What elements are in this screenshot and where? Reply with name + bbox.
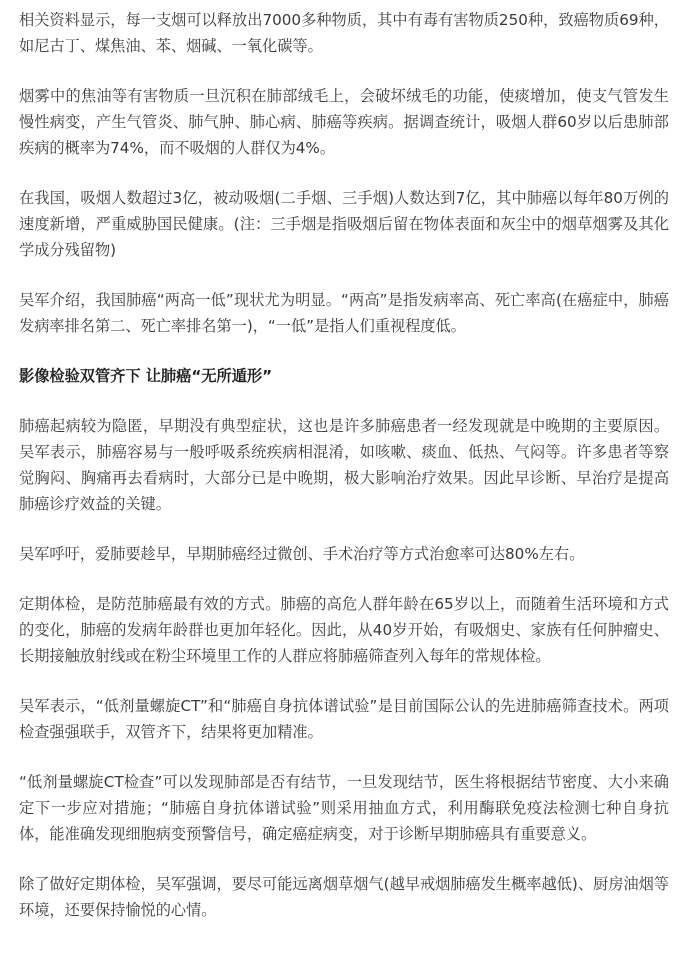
section-heading: 影像检验双管齐下 让肺癌“无所遁形” — [19, 367, 273, 385]
paragraph-two-high-one-low: 吴军介绍，我国肺癌“两高一低”现状尤为明显。“两高”是指发病率高、死亡率高(在癌症中，肺癌发病率排名第二、死亡率排名第一)，“一低”是指人们重视程度低。 — [19, 291, 669, 335]
paragraph-regular-checkup: 定期体检，是防范肺癌最有效的方式。肺癌的高危人群年龄在65岁以上，而随着生活环境和方式的变化，肺癌的发病年龄群也更加年轻化。因此，从40岁开始，有吸烟史、家族有任何肿瘤史、长期接触放射线或在粉尘环境里工作的人群应将肺癌筛查列入每年的常规体检。 — [19, 595, 669, 665]
paragraph-avoid-smoke: 除了做好定期体检，吴军强调，要尽可能远离烟草烟气(越早戒烟肺癌发生概率越低)、厨房油烟等环境，还要保持愉悦的心情。 — [19, 875, 669, 919]
article-body — [19, 0, 669, 947]
paragraph-substances: 相关资料显示，每一支烟可以释放出7000多种物质，其中有毒有害物质250种，致癌物质69种，如尼古丁、煤焦油、苯、烟碱、一氧化碳等。 — [19, 11, 669, 55]
paragraph-screening-tech: 吴军表示，“低剂量螺旋CT”和“肺癌自身抗体谱试验”是目前国际公认的先进肺癌筛查技术。两项检查强强联手，双管齐下，结果将更加精准。 — [19, 697, 669, 741]
paragraph-ct-and-antibody: “低剂量螺旋CT检查”可以发现肺部是否有结节，一旦发现结节，医生将根据结节密度、大小来确定下一步应对措施；“肺癌自身抗体谱试验”则采用抽血方式，利用酶联免疫法检测七种自身抗体，能准确发现细胞病变预警信号，确定癌症病变，对于诊断早期肺癌具有重要意义。 — [19, 773, 669, 843]
paragraph-hidden-onset: 肺癌起病较为隐匿，早期没有典型症状，这也是许多肺癌患者一经发现就是中晚期的主要原因。吴军表示，肺癌容易与一般呼吸系统疾病相混淆，如咳嗽、痰血、低热、气闷等。许多患者等察觉胸闷、胸痛再去看病时，大部分已是中晚期，极大影响治疗效果。因此早诊断、早治疗是提高肺癌诊疗效益的关键。 — [19, 417, 669, 513]
paragraph-tar-damage: 烟雾中的焦油等有害物质一旦沉积在肺部绒毛上，会破坏绒毛的功能，使痰增加，使支气管发生慢性病变，产生气管炎、肺气肿、肺心病、肺癌等疾病。据调查统计，吸烟人群60岁以后患肺部疾病的概率为74%，而不吸烟的人群仅为4%。 — [19, 87, 669, 157]
paragraph-early-treatment: 吴军呼吁，爱肺要趁早，早期肺癌经过微创、手术治疗等方式治愈率可达80%左右。 — [19, 545, 585, 563]
paragraph-smoker-statistics: 在我国，吸烟人数超过3亿，被动吸烟(二手烟、三手烟)人数达到7亿，其中肺癌以每年80万例的速度新增，严重威胁国民健康。(注：三手烟是指吸烟后留在物体表面和灰尘中的烟草烟雾及其化学成分残留物) — [19, 189, 669, 259]
